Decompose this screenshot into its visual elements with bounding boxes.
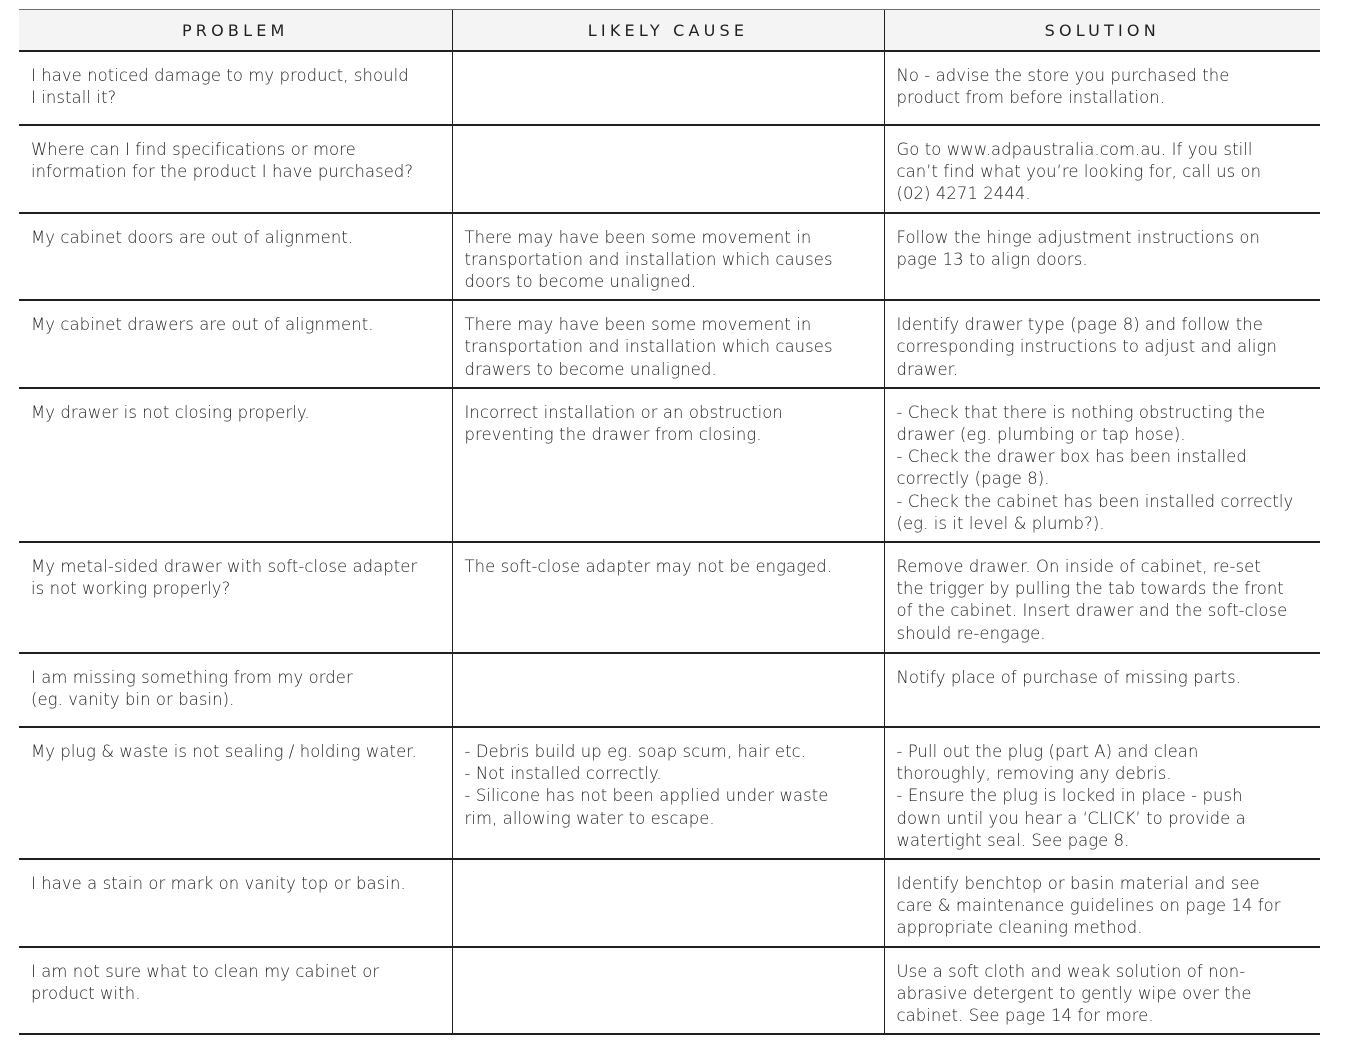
solution-cell: - Pull out the plug (part A) and clean thoroughly, removing any debris. - Ensure the plug is locked in place - push down until you hear a ‘CLICK’ to provide a watertight seal. See page 8. xyxy=(884,727,1320,859)
cause-cell: The soft-close adapter may not be engaged. xyxy=(452,542,884,653)
solution-cell: Identify benchtop or basin material and see care & maintenance guidelines on page 14 for appropriate cleaning method. xyxy=(884,859,1320,947)
solution-cell: Remove drawer. On inside of cabinet, re-set the trigger by pulling the tab towards the front of the cabinet. Insert drawer and the soft-close should re-engage. xyxy=(884,542,1320,653)
cause-cell xyxy=(452,859,884,947)
cause-cell xyxy=(452,51,884,125)
cause-cell xyxy=(452,125,884,213)
table-row xyxy=(19,542,1320,653)
cause-cell: There may have been some movement in transportation and installation which causes doors to become unaligned. xyxy=(452,213,884,301)
table-row xyxy=(19,947,1320,1035)
header-likely-cause: LIKELY CAUSE xyxy=(452,10,884,52)
cause-cell: - Debris build up eg. soap scum, hair etc. - Not installed correctly. - Silicone has not been applied under waste rim, allowing water to escape. xyxy=(452,727,884,859)
solution-cell: Follow the hinge adjustment instructions on page 13 to align doors. xyxy=(884,213,1320,301)
cause-cell xyxy=(452,653,884,727)
problem-cell: My cabinet drawers are out of alignment. xyxy=(19,300,452,388)
problem-cell: My plug & waste is not sealing / holding water. xyxy=(19,727,452,859)
table-row xyxy=(19,213,1320,301)
solution-cell: Go to www.adpaustralia.com.au. If you still can’t find what you’re looking for, call us on (02) 4271 2444. xyxy=(884,125,1320,213)
problem-cell: My drawer is not closing properly. xyxy=(19,388,452,542)
table-row xyxy=(19,859,1320,947)
header-row xyxy=(19,10,1320,52)
problem-cell: I am not sure what to clean my cabinet or product with. xyxy=(19,947,452,1035)
problem-cell: My metal-sided drawer with soft-close adapter is not working properly? xyxy=(19,542,452,653)
problem-cell: I am missing something from my order (eg. vanity bin or basin). xyxy=(19,653,452,727)
solution-cell: - Check that there is nothing obstructing the drawer (eg. plumbing or tap hose). - Check the drawer box has been installed correctly (page 8). - Check the cabinet has been installed correctly (eg. is it level & plumb?). xyxy=(884,388,1320,542)
table-row xyxy=(19,653,1320,727)
table-row xyxy=(19,51,1320,125)
header-problem: PROBLEM xyxy=(19,10,452,52)
table-body xyxy=(19,51,1320,1034)
solution-cell: No - advise the store you purchased the product from before installation. xyxy=(884,51,1320,125)
troubleshooting-sheet xyxy=(19,9,1320,1035)
troubleshooting-table xyxy=(19,9,1320,1035)
cause-cell: Incorrect installation or an obstruction preventing the drawer from closing. xyxy=(452,388,884,542)
cause-cell xyxy=(452,947,884,1035)
problem-cell: I have a stain or mark on vanity top or basin. xyxy=(19,859,452,947)
table-row xyxy=(19,388,1320,542)
solution-cell: Identify drawer type (page 8) and follow the corresponding instructions to adjust and align drawer. xyxy=(884,300,1320,388)
solution-cell: Use a soft cloth and weak solution of non- abrasive detergent to gently wipe over the cabinet. See page 14 for more. xyxy=(884,947,1320,1035)
problem-cell: Where can I find specifications or more information for the product I have purchased? xyxy=(19,125,452,213)
table-header xyxy=(19,10,1320,52)
table-row xyxy=(19,300,1320,388)
solution-cell: Notify place of purchase of missing parts. xyxy=(884,653,1320,727)
problem-cell: I have noticed damage to my product, should I install it? xyxy=(19,51,452,125)
table-row xyxy=(19,125,1320,213)
problem-cell: My cabinet doors are out of alignment. xyxy=(19,213,452,301)
header-solution: SOLUTION xyxy=(884,10,1320,52)
cause-cell: There may have been some movement in transportation and installation which causes drawers to become unaligned. xyxy=(452,300,884,388)
table-row xyxy=(19,727,1320,859)
